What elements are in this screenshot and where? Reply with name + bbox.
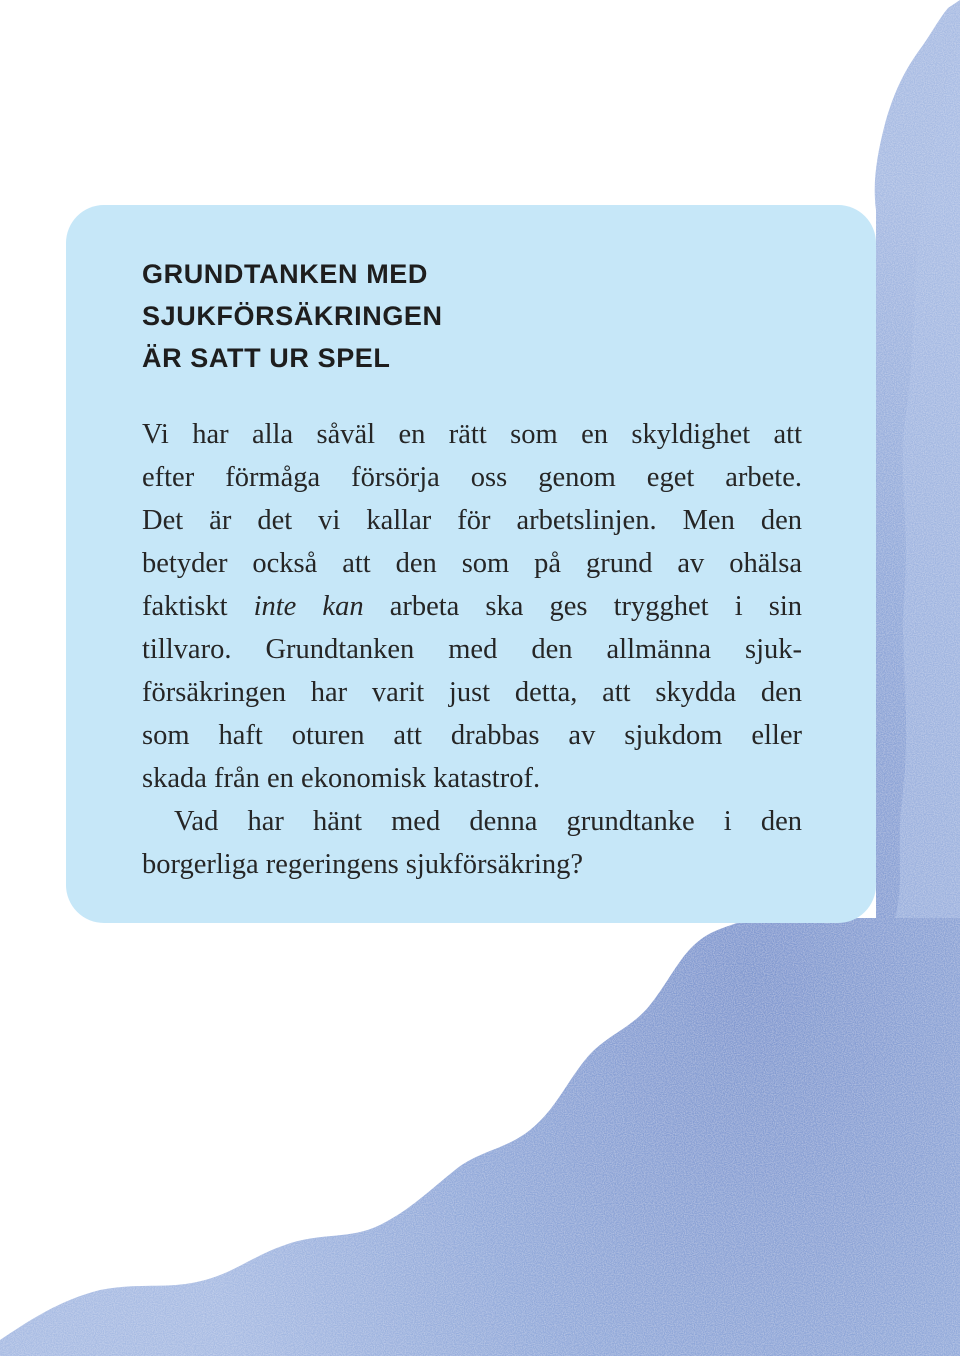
paragraph2-line: borgerliga regeringens sjukförsäkring?: [142, 849, 584, 880]
paragraph1-line: försäkringen har varit just detta, att skydda den: [142, 677, 802, 708]
paragraph1-line: [142, 585, 802, 628]
heading-line: GRUNDTANKEN MED: [142, 259, 428, 289]
paragraph1-line: betyder också att den som på grund av ohälsa: [142, 548, 802, 579]
paragraph1-line: tillvaro. Grundtanken med den allmänna sjuk-: [142, 634, 802, 665]
heading-line: ÄR SATT UR SPEL: [142, 343, 391, 373]
paragraph1-line: efter förmåga försörja oss genom eget arbete.: [142, 462, 802, 493]
text-run: faktiskt: [142, 591, 254, 622]
paragraph1-line: som haft oturen att drabbas av sjukdom eller: [142, 720, 802, 751]
paragraph2-line: Vad har hänt med denna grundtanke i den: [174, 806, 802, 837]
emphasis-text: inte kan: [253, 591, 364, 622]
paragraph1-line: Det är det vi kallar för arbetslinjen. Men den: [142, 505, 802, 536]
paragraph1-line: Vi har alla såväl en rätt som en skyldighet att: [142, 419, 802, 450]
heading-line: SJUKFÖRSÄKRINGEN: [142, 301, 443, 331]
section-heading: [142, 253, 802, 379]
info-box: [66, 205, 876, 923]
body-text: [142, 413, 802, 886]
text-run: arbeta ska ges trygghet i sin: [363, 591, 802, 622]
paragraph1-line: skada från en ekonomisk katastrof.: [142, 763, 541, 794]
